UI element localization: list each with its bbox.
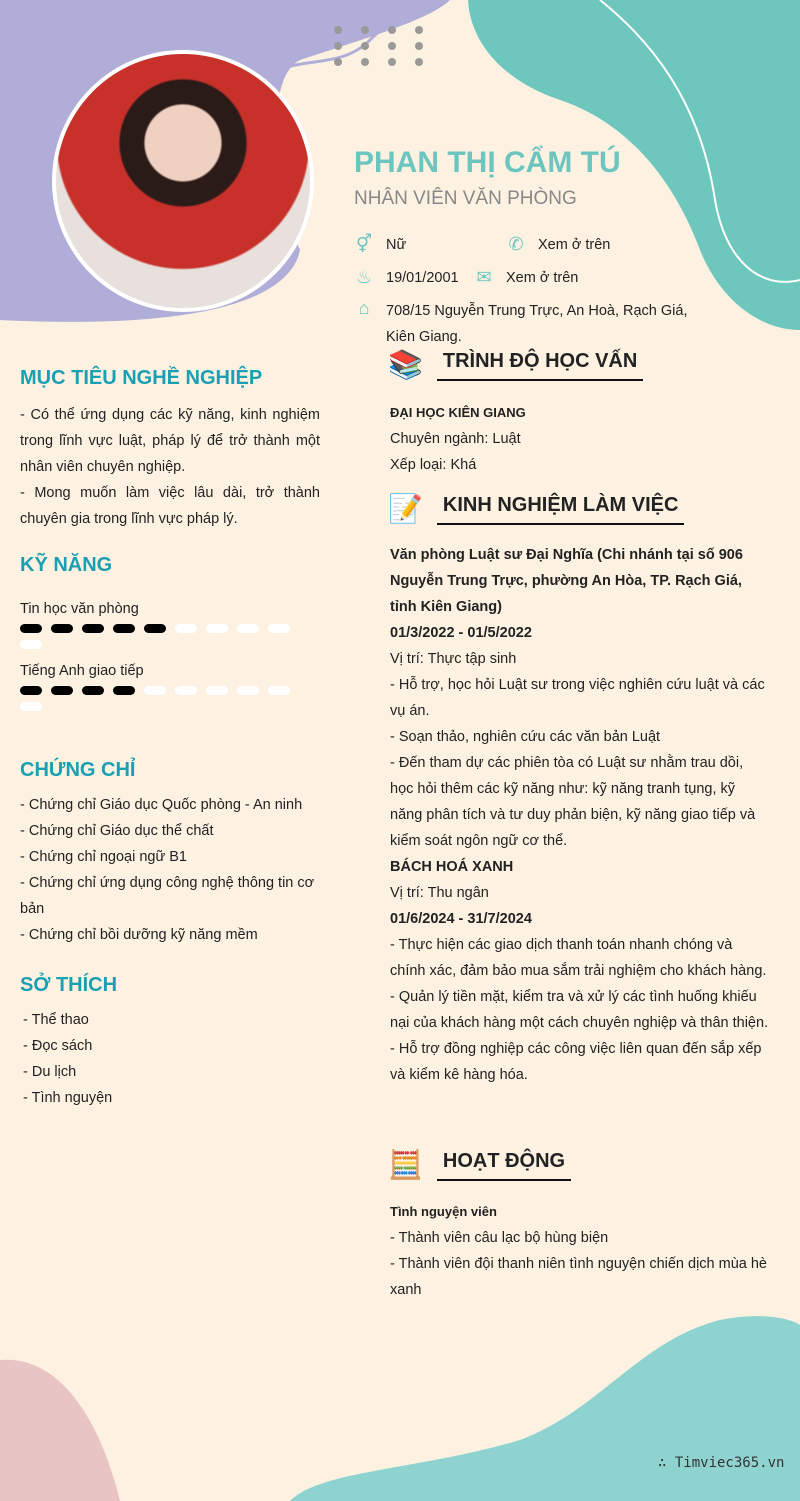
job-detail: - Đến tham dự các phiên tòa có Luật sư nhằm trau dồi, học hỏi thêm các kỹ năng như: kỹ năng tranh tụng, kỹ năng phân tích và tư duy phản biện, kỹ năng giao tiếp và kiểm soát ngôn ngữ cơ thể. (390, 755, 756, 849)
job-period: 01/3/2022 - 01/5/2022 (390, 625, 532, 641)
gender: Nữ (386, 236, 407, 253)
skill-name: Tin học văn phòng (20, 601, 139, 617)
certificate-item: - Chứng chỉ Giáo dục Quốc phòng - An ninh (20, 797, 303, 813)
objective-line: - Có thể ứng dụng các kỹ năng, kinh nghiệm trong lĩnh vực luật, pháp lý để trở thành một nhân viên chuyên nghiệp. (20, 407, 320, 475)
birthday-icon: ♨ (355, 267, 373, 287)
job-position: Vị trí: Thực tập sinh (390, 651, 517, 667)
activity-item: - Thành viên câu lạc bộ hùng biện (390, 1230, 609, 1246)
skill-level-bar (20, 683, 320, 715)
hobby-item: - Thể thao (23, 1012, 89, 1028)
activities-heading: HOẠT ĐỘNG (437, 1150, 571, 1181)
experience-heading: KINH NGHIỆM LÀM VIỆC (437, 494, 685, 525)
gender-icon: ⚥ (355, 234, 373, 254)
job-position: Vị trí: Thu ngân (390, 885, 489, 901)
job-detail: - Hỗ trợ, học hỏi Luật sư trong việc nghiên cứu luật và các vụ án. (390, 677, 765, 719)
phone: Xem ở trên (538, 236, 611, 253)
activities-icon: 🧮 (388, 1149, 423, 1180)
grade: Xếp loại: Khá (390, 457, 477, 473)
company-name: Văn phòng Luật sư Đại Nghĩa (Chi nhánh tại số 906 Nguyễn Trung Trực, phường An Hòa, TP. Rạch Giá, tỉnh Kiên Giang) (390, 547, 743, 615)
activity-item: - Thành viên đội thanh niên tình nguyện chiến dịch mùa hè xanh (390, 1256, 767, 1298)
hobby-item: - Đọc sách (23, 1038, 93, 1054)
education-icon: 📚 (388, 349, 423, 380)
certificate-item: - Chứng chỉ ứng dụng công nghệ thông tin cơ bản (20, 875, 315, 917)
job-detail: - Hỗ trợ đồng nghiệp các công việc liên quan đến sắp xếp và kiểm kê hàng hóa. (390, 1041, 762, 1083)
hobbies-heading: SỞ THÍCH (20, 974, 118, 996)
activity-role: Tình nguyện viên (390, 1204, 497, 1219)
skill-level-bar (20, 621, 320, 653)
job-detail: - Quản lý tiền mặt, kiểm tra và xử lý các tình huống khiếu nại của khách hàng một cách chuyên nghiệp và thân thiện. (390, 989, 769, 1031)
watermark: ∴ Timviec365.vn (658, 1455, 785, 1471)
skills-heading: KỸ NĂNG (20, 554, 113, 576)
education-heading: TRÌNH ĐỘ HỌC VẤN (437, 350, 643, 381)
certificate-item: - Chứng chỉ bồi dưỡng kỹ năng mềm (20, 927, 258, 943)
job-period: 01/6/2024 - 31/7/2024 (390, 911, 532, 927)
certificates-heading: CHỨNG CHỈ (20, 759, 136, 781)
job-detail: - Soạn thảo, nghiên cứu các văn bản Luật (390, 729, 661, 745)
candidate-name: PHAN THỊ CẨM TÚ (354, 146, 621, 179)
school-name: ĐẠI HỌC KIÊN GIANG (390, 405, 526, 420)
home-icon: ⌂ (358, 298, 370, 318)
hobby-item: - Du lịch (23, 1064, 77, 1080)
email-icon: ✉ (476, 267, 492, 287)
certificate-item: - Chứng chỉ Giáo dục thể chất (20, 823, 214, 839)
email: Xem ở trên (506, 269, 579, 286)
company-name: BÁCH HOÁ XANH (390, 859, 514, 875)
skill-name: Tiếng Anh giao tiếp (20, 663, 144, 679)
major: Chuyên ngành: Luật (390, 431, 521, 447)
objective-line: - Mong muốn làm việc lâu dài, trở thành chuyên gia trong lĩnh vực pháp lý. (20, 485, 320, 527)
job-title: NHÂN VIÊN VĂN PHÒNG (354, 188, 577, 209)
address-line1: 708/15 Nguyễn Trung Trực, An Hoà, Rạch Giá, (386, 303, 688, 319)
experience-icon: 📝 (388, 493, 423, 524)
job-detail: - Thực hiện các giao dịch thanh toán nhanh chóng và chính xác, đảm bảo mua sắm trải nghiệm cho khách hàng. (390, 937, 767, 979)
profile-photo (52, 50, 314, 312)
hobby-item: - Tình nguyện (23, 1090, 113, 1106)
address-line2: Kiên Giang. (386, 329, 462, 345)
certificate-item: - Chứng chỉ ngoại ngữ B1 (20, 849, 187, 865)
objective-heading: MỤC TIÊU NGHỀ NGHIỆP (20, 367, 263, 389)
phone-icon: ✆ (508, 234, 524, 254)
birthday: 19/01/2001 (386, 269, 459, 286)
